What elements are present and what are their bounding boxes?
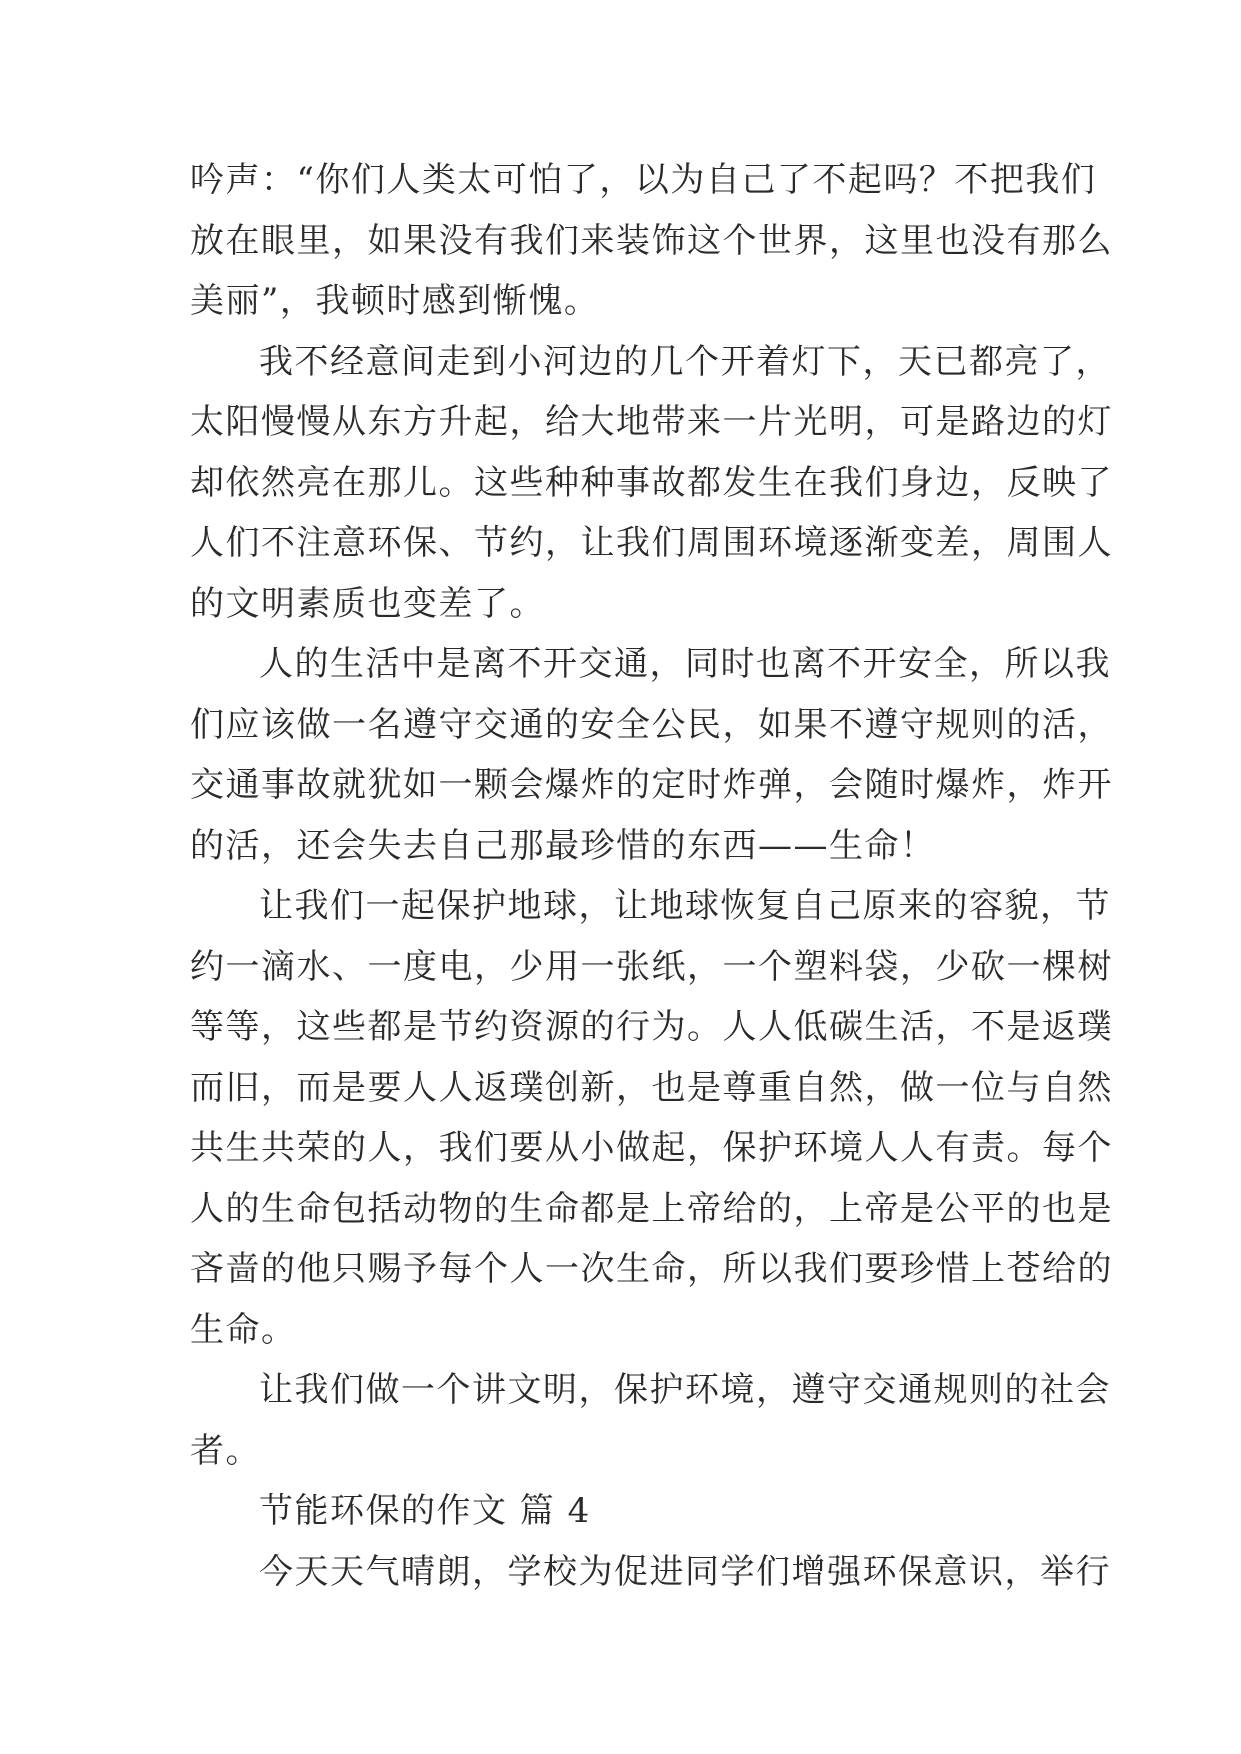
text-line: 的活，还会失去自己那最珍惜的东西——生命！	[190, 825, 936, 866]
paragraph-first-line: 人的生活中是离不开交通，同时也离不开安全，所以我	[259, 644, 1111, 684]
text-line: 交通事故就犹如一颗会爆炸的定时炸弹，会随时爆炸，炸开	[190, 765, 1113, 805]
text-line: 们应该做一名遵守交通的安全公民，如果不遵守规则的活，	[190, 704, 1113, 745]
section-heading: 节能环保的作文 篇 4	[259, 1491, 591, 1531]
text-line: 放在眼里，如果没有我们来装饰这个世界，这里也没有那么	[190, 220, 1113, 261]
text-line: 约一滴水、一度电，少用一张纸，一个塑料袋，少砍一棵树	[190, 946, 1113, 987]
text-line: 吝啬的他只赐予每个人一次生命，所以我们要珍惜上苍给的	[190, 1249, 1113, 1289]
text-line: 太阳慢慢从东方升起，给大地带来一片光明，可是路边的灯	[190, 402, 1113, 442]
text-line: 而旧，而是要人人返璞创新，也是尊重自然，做一位与自然	[190, 1067, 1113, 1108]
essay-text	[190, 150, 1113, 1602]
text-line: 吟声：“你们人类太可怕了，以为自己了不起吗？不把我们	[190, 160, 1097, 200]
text-line: 共生共荣的人，我们要从小做起，保护环境人人有责。每个	[190, 1128, 1113, 1168]
text-line: 却依然亮在那儿。这些种种事故都发生在我们身边，反映了	[190, 462, 1113, 503]
paragraph-first-line: 让我们做一个讲文明，保护环境，遵守交通规则的社会	[259, 1370, 1111, 1410]
text-line: 生命。	[190, 1309, 297, 1350]
text-line: 人的生命包括动物的生命都是上帝给的，上帝是公平的也是	[190, 1188, 1113, 1229]
text-line: 美丽”，我顿时感到惭愧。	[190, 281, 600, 321]
paragraph-first-line: 让我们一起保护地球，让地球恢复自己原来的容貌，节	[259, 886, 1111, 926]
paragraph-first-line: 今天天气晴朗，学校为促进同学们增强环保意识，举行	[259, 1551, 1111, 1592]
text-line: 等等，这些都是节约资源的行为。人人低碳生活，不是返璞	[190, 1007, 1113, 1047]
paragraph-first-line: 我不经意间走到小河边的几个开着灯下，天已都亮了，	[259, 341, 1111, 382]
text-line: 的文明素质也变差了。	[190, 583, 545, 624]
text-line: 人们不注意环保、节约，让我们周围环境逐渐变差，周围人	[190, 523, 1113, 563]
text-line: 者。	[190, 1430, 261, 1471]
